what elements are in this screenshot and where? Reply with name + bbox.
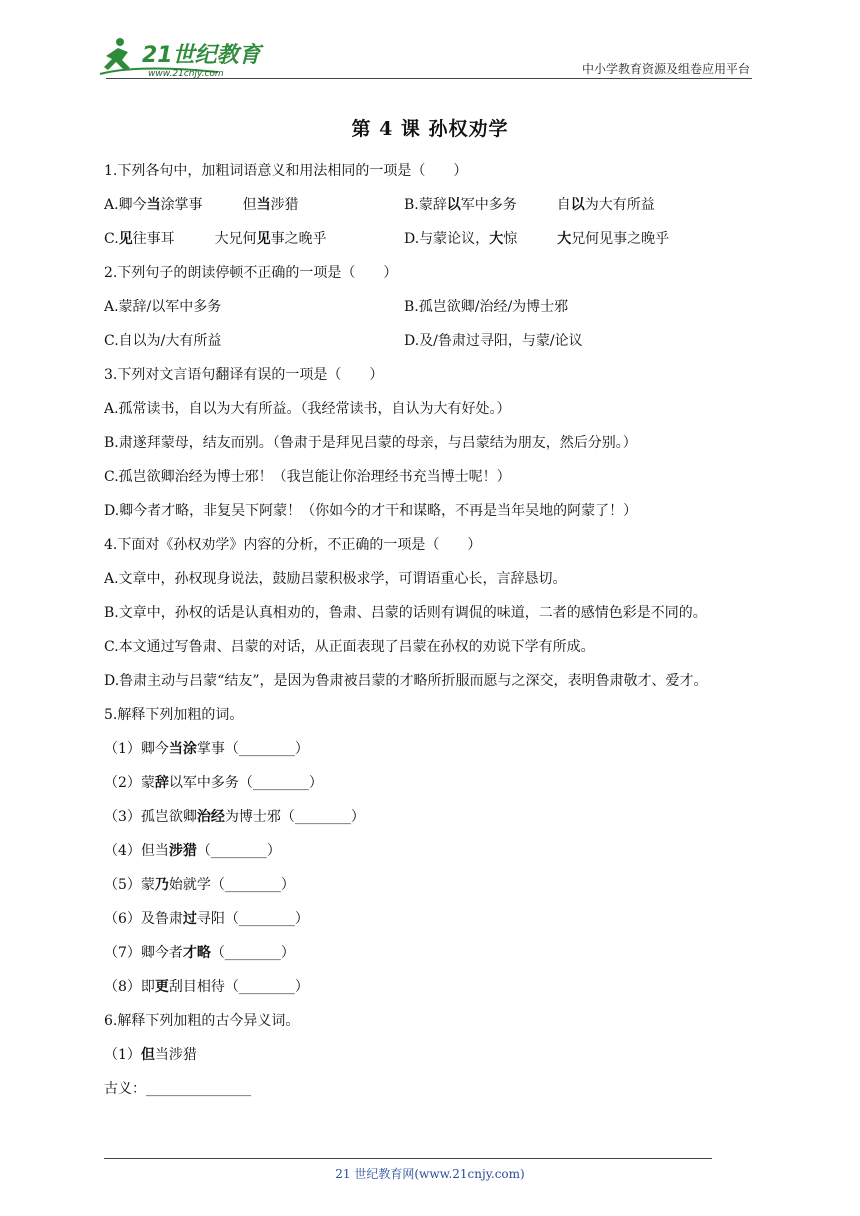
q5-item: （2）蒙辞以军中多务（________）: [104, 775, 323, 791]
q6-ancient-meaning: 古义：_______________: [104, 1081, 251, 1097]
q1-option-d: D.与蒙论议，大惊 大兄何见事之晚乎: [404, 231, 670, 247]
q3-option-d: D.卿今者才略，非复吴下阿蒙！（你如今的才干和谋略，不再是当年吴地的阿蒙了！）: [104, 503, 638, 519]
q6-stem: 6.解释下列加粗的古今异义词。: [104, 1013, 300, 1029]
q1-options-ab: [104, 190, 784, 224]
q1-stem: 1.下列各句中，加粗词语意义和用法相同的一项是（ ）: [104, 163, 468, 179]
q1-option-a: A.卿今当涂掌事 但当涉猎: [104, 197, 299, 213]
q4-option-c: C.本文通过写鲁肃、吕蒙的对话，从正面表现了吕蒙在孙权的劝说下学有所成。: [104, 639, 595, 655]
logo-url-text: www.21cnjy.com: [148, 69, 224, 79]
q2-option-c: C.自以为/大有所益: [104, 333, 222, 349]
q2-options-cd: [104, 326, 784, 360]
page-title: 第 4 课 孙权劝学: [351, 118, 509, 140]
q1-option-c: C.见往事耳 大兄何见事之晚乎: [104, 231, 327, 247]
footer-text: 21 世纪教育网(www.21cnjy.com): [335, 1167, 525, 1181]
q5-item: （5）蒙乃始就学（________）: [104, 877, 295, 893]
q4-option-d: D.鲁肃主动与吕蒙“结友”，是因为鲁肃被吕蒙的才略所折服而愿与之深交，表明鲁肃敬才、爱才。: [104, 673, 708, 689]
q1-options-cd: [104, 224, 784, 258]
q4-stem: 4.下面对《孙权劝学》内容的分析，不正确的一项是（ ）: [104, 537, 482, 553]
q3-option-b: B.肃遂拜蒙母，结友而别。（鲁肃于是拜见吕蒙的母亲，与吕蒙结为朋友，然后分别。）: [104, 435, 637, 451]
q5-item: （8）即更刮目相待（________）: [104, 979, 309, 995]
q1-option-b: B.蒙辞以军中多务 自以为大有所益: [404, 197, 655, 213]
q3-stem: 3.下列对文言语句翻译有误的一项是（ ）: [104, 367, 384, 383]
q6-item: （1）但当涉猎: [104, 1047, 197, 1063]
q2-option-a: A.蒙辞/以军中多务: [104, 299, 222, 315]
logo-text: 21世纪教育: [142, 43, 261, 68]
header-platform-text: 中小学教育资源及组卷应用平台: [581, 62, 750, 76]
q3-option-c: C.孤岂欲卿治经为博士邪！（我岂能让你治理经书充当博士呢！）: [104, 469, 511, 485]
q5-item: （3）孤岂欲卿治经为博士邪（________）: [104, 809, 365, 825]
header-divider: [106, 78, 752, 79]
q4-option-a: A.文章中，孙权现身说法，鼓励吕蒙积极求学，可谓语重心长，言辞恳切。: [104, 571, 567, 587]
q5-item: （6）及鲁肃过寻阳（________）: [104, 911, 309, 927]
footer-divider: [104, 1158, 712, 1159]
site-logo: [98, 34, 268, 80]
q5-stem: 5.解释下列加粗的词。: [104, 707, 244, 723]
q5-item: （4）但当涉猎（________）: [104, 843, 281, 859]
q2-option-d: D.及/鲁肃过寻阳，与蒙/论议: [404, 333, 583, 349]
q2-option-b: B.孤岂欲卿/治经/为博士邪: [404, 299, 569, 315]
question-content: [104, 156, 784, 1108]
q2-stem: 2.下列句子的朗读停顿不正确的一项是（ ）: [104, 265, 398, 281]
q5-item: （1）卿今当涂掌事（________）: [104, 741, 309, 757]
q4-option-b: B.文章中，孙权的话是认真相劝的，鲁肃、吕蒙的话则有调侃的味道，二者的感情色彩是不同的。: [104, 605, 707, 621]
q5-item: （7）卿今者才略（________）: [104, 945, 295, 961]
q3-option-a: A.孤常读书，自以为大有所益。（我经常读书，自认为大有好处。）: [104, 401, 511, 417]
q2-options-ab: [104, 292, 784, 326]
